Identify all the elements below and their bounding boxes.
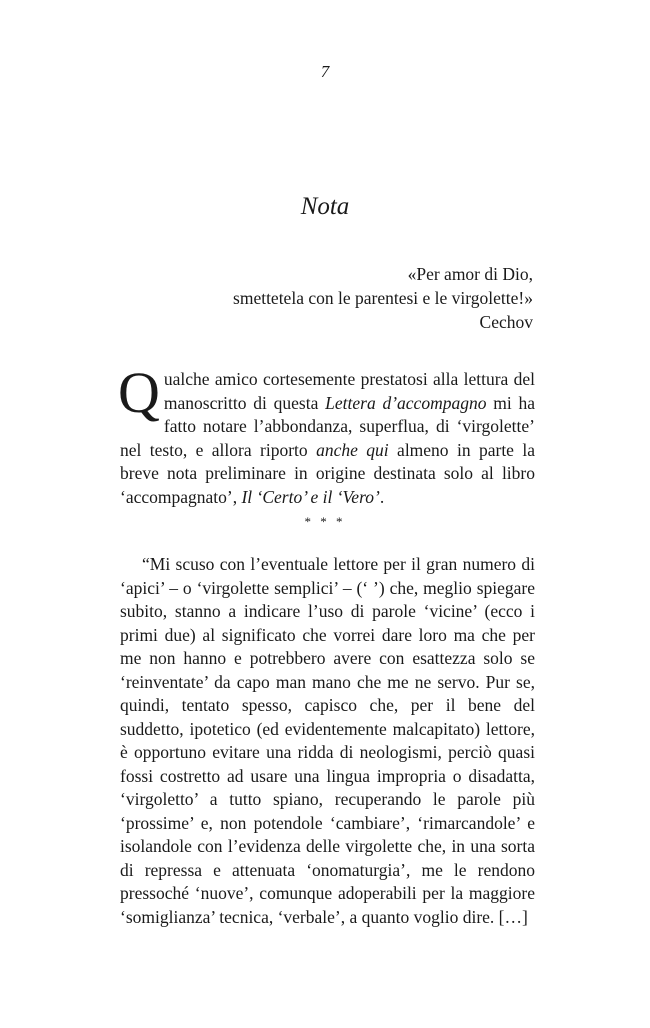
intro-text-c: almeno in parte la breve nota preliminare in origine destinata solo al libro ‘accompagnato’, — [120, 439, 535, 507]
intro-paragraph — [118, 360, 535, 509]
intro-italic-a: Lettera d’accompagno — [325, 392, 487, 413]
drop-cap: Q — [118, 360, 160, 425]
epigraph-line-1: «Per amor di Dio, — [407, 264, 533, 284]
intro-text-b: mi ha fatto notare l’abbondanza, superflua, di ‘virgolette’ nel testo, e allora riporto — [120, 392, 535, 460]
epigraph-line-2: smettetela con le parentesi e le virgolette!» — [233, 288, 533, 308]
intro-text-d: . — [379, 486, 385, 507]
intro-italic-c: Il ‘Certo’ e il ‘Vero’ — [241, 486, 380, 507]
page-number: 7 — [320, 62, 330, 81]
intro-text-a: ualche amico cortesemente prestatosi alla lettura del manoscritto di questa — [163, 369, 535, 413]
page-title: Nota — [300, 193, 350, 220]
epigraph-author: Cechov — [479, 312, 533, 332]
quoted-note-paragraph: “Mi scuso con l’eventuale lettore per il gran numero di ‘apici’ – o ‘virgolette semplici’ – (‘ ’) che, meglio spiegare subito, stanno a indicare l’uso di parole ‘vicine’ (ecco i primi due) al significato che vorrei dare loro ma che per me non hanno e potrebbero avere con esattezza solo se ‘reinventate’ da capo man mano che me ne servo. Pur se, quindi, tentato spesso, capisco che, per il bene del suddetto, ipotetico (ed evidentemente malcapitato) lettore, è opportuno evitare una ridda di neologismi, perciò quasi fossi costretto ad usare una lingua impropria o disadatta, ‘virgoletto’ a tutto spiano, recuperando le parole più ‘prossime’ e, non potendole ‘cambiare’, ‘rimarcandole’ e isolandole con l’evidenza delle virgolette che, in una sorta di repressa e attenuata ‘onomaturgia’, me le rendono pressoché ‘nuove’, comunque adoperabili per la maggiore ‘somiglianza’ tecnica, ‘verbale’, a quanto voglio dire. […] — [120, 554, 535, 927]
epigraph — [200, 262, 533, 334]
intro-italic-b: anche qui — [316, 439, 389, 460]
section-separator: * * * — [304, 514, 346, 529]
